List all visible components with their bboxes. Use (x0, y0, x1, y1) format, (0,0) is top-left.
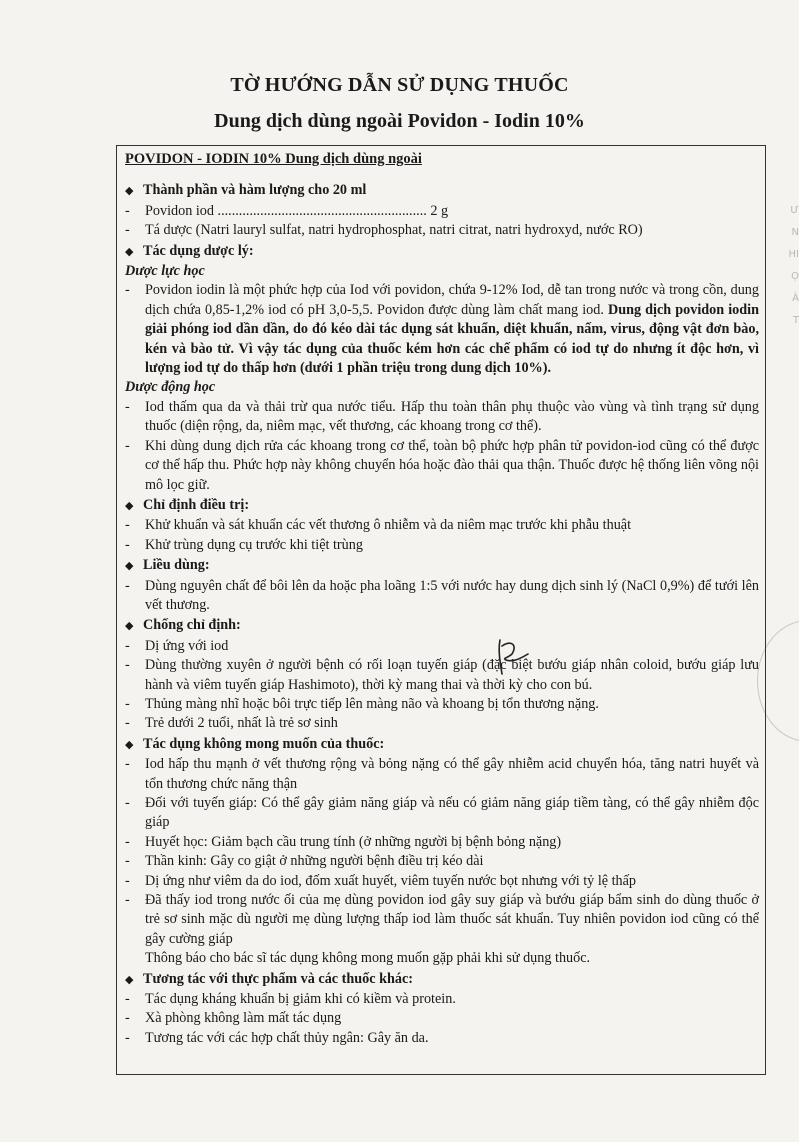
list-item: - Xà phòng không làm mất tác dụng (125, 1010, 342, 1027)
list-item: - Khi dùng dung dịch rửa các khoang trong cơ thể, toàn bộ phức hợp phân tử povidon-iod cũng có thể được cơ thể hấp thu. Phức hợp này không chuyển hóa hoặc đào thải qua thận. Thuốc được hệ thống liên võng nội mô lọc giữ. (125, 437, 759, 493)
list-item: - Povidon iod ........................................................... 2 g (125, 202, 449, 219)
diamond-bullet-icon: ◆ (125, 620, 134, 633)
list-item: - Khử trùng dụng cụ trước khi tiệt trùng (125, 536, 363, 553)
list-item: - Tương tác với các hợp chất thủy ngân: Gây ăn da. (125, 1029, 429, 1046)
list-item: - Thủng màng nhĩ hoặc bôi trực tiếp lên màng não và khoang bị tổn thương nặng. (125, 695, 599, 712)
section-pharmacology-heading: ◆ Tác dụng dược lý: (125, 242, 759, 262)
diamond-bullet-icon: ◆ (125, 738, 134, 751)
section-dosage-heading: ◆ Liều dùng: (125, 556, 759, 576)
list-item: - Tá dược (Natri lauryl sulfat, natri hydrophosphat, natri citrat, natri hydroxyd, nước RO) (125, 222, 643, 239)
list-item: - Dùng thường xuyên ở người bệnh có rối loạn tuyến giáp (đặc biệt bướu giáp nhân coloid, bướu giáp lưu hành và viêm tuyến giáp Hashimoto), thời kỳ mang thai và thời kỳ cho con bú. (125, 657, 759, 693)
list-item: - Dị ứng với iod (125, 637, 229, 654)
list-item: - Khử khuẩn và sát khuẩn các vết thương ô nhiễm và da niêm mạc trước khi phẫu thuật (125, 517, 632, 534)
subsection-kinetics-heading: Dược động học (125, 379, 216, 396)
page-subtitle: Dung dịch dùng ngoài Povidon - Iodin 10% (214, 110, 585, 132)
list-item: - Huyết học: Giảm bạch cầu trung tính (ở những người bị bệnh bỏng nặng) (125, 833, 562, 850)
list-item: - Đối với tuyến giáp: Có thể gây giảm năng giáp và nếu có giảm năng giáp tiềm tàng, có thể gây nhiễm độc giáp (125, 795, 759, 831)
dynamics-bold-text: Dung dịch povidon iodin giải phóng iod dần dần, do đó kéo dài tác dụng sát khuẩn, diệt khuẩn, nấm, virus, động vật đơn bào, kén và bào tử. Vì vậy tác dụng của thuốc kém hơn các chế phẩm có iod tự do nhưng ít độc hơn, vì lượng iod tự do thấp hơn (dưới 1 phần triệu trong dung dịch 10%). (145, 301, 759, 377)
list-item: - Tác dụng kháng khuẩn bị giảm khi có kiềm và protein. (125, 991, 456, 1008)
diamond-bullet-icon: ◆ (125, 499, 134, 512)
signature-icon (488, 636, 538, 678)
list-item: - Dị ứng như viêm da do iod, đốm xuất huyết, viêm tuyến nước bọt nhưng với tỷ lệ thấp (125, 872, 637, 889)
list-item: - Povidon iodin là một phức hợp của Iod với povidon, chứa 9-12% Iod, dễ tan trong nước và trong cồn, dung dịch chứa 0,85-1,2% iod có pH 3,0-5,5. Povidon được dùng làm chất mang iod. Dung dịch povidon iodin giải phóng iod dần dần, do đó kéo dài tác dụng sát khuẩn, diệt khuẩn, nấm, virus, động vật đơn bào, kén và bào tử. Vì vậy tác dụng của thuốc kém hơn các chế phẩm có iod tự do nhưng ít độc hơn, vì lượng iod tự do thấp hơn (dưới 1 phần triệu trong dung dịch 10%). (125, 282, 759, 377)
section-indications-heading: ◆ Chỉ định điều trị: (125, 496, 759, 516)
list-item: - Đã thấy iod trong nước ối của mẹ dùng povidon iod gây suy giáp và bướu giáp bẩm sinh do dùng thuốc ở trẻ sơ sinh mặc dù người mẹ dùng lượng thấp iod làm thuốc sát khuẩn. Tuy nhiên povidon iod cũng có thể gây cường giáp (125, 892, 759, 947)
diamond-bullet-icon: ◆ (125, 560, 134, 573)
list-item: - Iod hấp thu mạnh ở vết thương rộng và bỏng nặng có thể gây nhiễm acid chuyển hóa, tăng natri huyết và tổn thương chức năng thận (125, 756, 759, 792)
diamond-bullet-icon: ◆ (125, 185, 134, 198)
diamond-bullet-icon: ◆ (125, 245, 134, 258)
stamp-fragment (771, 200, 799, 350)
list-item: - Thần kinh: Gây co giật ở những người bệnh điều trị kéo dài (125, 853, 484, 870)
page-title: TỜ HƯỚNG DẪN SỬ DỤNG THUỐC (230, 74, 569, 96)
dynamics-text: Povidon iodin là một phức hợp của Iod với povidon, chứa 9-12% Iod, dễ tan trong nước và trong cồn, dung dịch chứa 0,85-1,2% iod có pH 3,0-5,5. Povidon được dùng làm chất mang iod. (145, 282, 759, 318)
section-side-effects-heading: ◆ Tác dụng không mong muốn của thuốc: (125, 735, 759, 755)
list-item: - Trẻ dưới 2 tuổi, nhất là trẻ sơ sinh (125, 715, 338, 732)
list-item: - Dùng nguyên chất để bôi lên da hoặc pha loãng 1:5 với nước hay dung dịch sinh lý (NaCl 0,9%) để tưới lên vết thương. (125, 577, 759, 613)
stamp-text: Ư N HI Ọ À T (788, 205, 799, 326)
section-contraindications-heading: ◆ Chống chỉ định: (125, 616, 759, 636)
section-composition-heading: ◆ Thành phần và hàm lượng cho 20 ml (125, 181, 759, 201)
list-item: - Iod thấm qua da và thải trừ qua nước tiểu. Hấp thu toàn thân phụ thuộc vào vùng và tình trạng sử dụng thuốc (diện rộng, da, niêm mạc, vết thương, các khoang trong cơ thể). (125, 398, 759, 435)
content-box (116, 145, 766, 1075)
diamond-bullet-icon: ◆ (125, 973, 134, 986)
box-heading: POVIDON - IODIN 10% Dung dịch dùng ngoài (125, 151, 422, 167)
section-interactions-heading: ◆ Tương tác với thực phẩm và các thuốc khác: (125, 970, 759, 990)
side-effects-note: Thông báo cho bác sĩ tác dụng không mong muốn gặp phải khi sử dụng thuốc. (145, 950, 591, 967)
subsection-dynamics-heading: Dược lực học (125, 263, 205, 280)
